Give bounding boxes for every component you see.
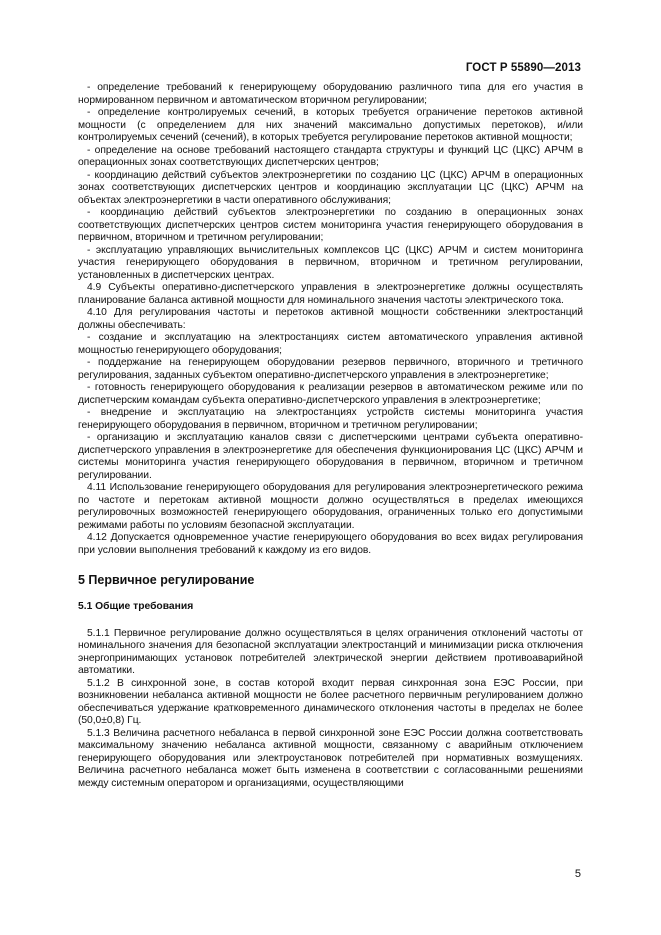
clause-5-1-1: 5.1.1 Первичное регулирование должно осуществляться в целях ограничения отклонений частоты от номинального значения для безопасной эксплуатации электростанций и минимизации риска отключения энергопринимающих установок потребителей электрической энергии действием противоаварийной автоматики. [78,627,583,676]
list-item: - координацию действий субъектов электроэнергетики по созданию в операционных зонах соответствующих диспетчерских центров систем мониторинга участия генерирующего оборудования в первичном, вторичном и третичном регулировании; [78,207,583,243]
section-5-title: 5 Первичное регулирование [78,573,255,587]
clause-4-10: 4.10 Для регулирования частоты и перетоков активной мощности собственники электростанций должны обеспечивать: [78,307,583,331]
list-item: - эксплуатацию управляющих вычислительных комплексов ЦС (ЦКС) АРЧМ и систем мониторинга участия генерирующего оборудования в первичном, вторичном и третичном регулировании, установленных в диспетчерских центрах. [78,244,583,281]
list-item: - определение требований к генерирующему оборудованию различного типа для его участия в нормированном первичном и автоматическом вторичном регулировании; [78,82,583,106]
list-item: - определение контролируемых сечений, в которых требуется ограничение перетоков активной мощности (с определением для них значений максимально допустимых перетоков), и/или контролируемых сечений (сечений), в которых требуется регулирование перетоков активной мощности; [78,107,583,143]
list-item: - внедрение и эксплуатацию на электростанциях устройств системы мониторинга участия генерирующего оборудования в первичном, вторичном и третичном регулировании; [78,407,583,431]
list-item: - готовность генерирующего оборудования к реализации резервов в автоматическом режиме или по диспетчерским командам субъекта оперативно-диспетчерского управления в электроэнергетике; [78,382,583,406]
list-item: - определение на основе требований настоящего стандарта структуры и функций ЦС (ЦКС) АРЧМ в операционных зонах соответствующих диспетчерских центров; [78,144,583,168]
subsection-5-1-title: 5.1 Общие требования [78,601,194,612]
document-body [78,82,583,790]
list-item: - создание и эксплуатацию на электростанциях систем автоматического управления активной мощностью генерирующего оборудования; [78,332,583,356]
clause-4-9: 4.9 Субъекты оперативно-диспетчерского управления в электроэнергетике должны осуществлять планирование баланса активной мощности для номинального значения частоты электрического тока. [78,282,583,306]
clause-5-1-3: 5.1.3 Величина расчетного небаланса в первой синхронной зоне ЕЭС России должна соответствовать максимальному значению небаланса активной мощности, связанному с аварийным отключением генерирующего оборудования или электроустановок потребителей при нормативных возмущениях. Величина расчетного небаланса может быть изменена в соответствии с согласованными решениями между системным оператором и организациями, осуществляющими [78,727,583,789]
clause-4-11: 4.11 Использование генерирующего оборудования для регулирования электроэнергетического режима по частоте и перетокам активной мощности должно осуществляться в пределах имеющихся регулировочных возможностей генерирующего оборудования, ограниченных только его допустимыми режимами работы по условиям безопасной эксплуатации. [78,482,583,531]
list-item: - координацию действий субъектов электроэнергетики по созданию ЦС (ЦКС) АРЧМ в операционных зонах соответствующих диспетчерских центров и координацию эксплуатации ЦС (ЦКС) АРЧМ на объектах электроэнергетики в части оперативного обслуживания; [78,169,583,206]
page-number: 5 [574,868,581,880]
document-code-header: ГОСТ Р 55890—2013 [465,62,581,74]
spacer [78,614,583,628]
list-item: - поддержание на генерирующем оборудовании резервов первичного, вторичного и третичного регулирования, заданных субъектом оперативно-диспетчерского управления в электроэнергетике; [78,357,583,381]
clause-5-1-2: 5.1.2 В синхронной зоне, в состав которой входит первая синхронная зона ЕЭС России, при возникновении небаланса активной мощности не более расчетного первичным регулированием должно обеспечиваться удержание кратковременного динамического отклонения частоты в пределах не более (50,0±0,8) Гц. [78,677,583,726]
clause-4-12: 4.12 Допускается одновременное участие генерирующего оборудования во всех видах регулирования при условии выполнения требований к каждому из его видов. [78,532,583,556]
list-item: - организацию и эксплуатацию каналов связи с диспетчерскими центрами субъекта оперативно-диспетчерского управления в электроэнергетике для обеспечения функционирования ЦС (ЦКС) АРЧМ и системы мониторинга участия генерирующего оборудования в первичном, вторичном и третичном регулировании. [78,432,583,481]
